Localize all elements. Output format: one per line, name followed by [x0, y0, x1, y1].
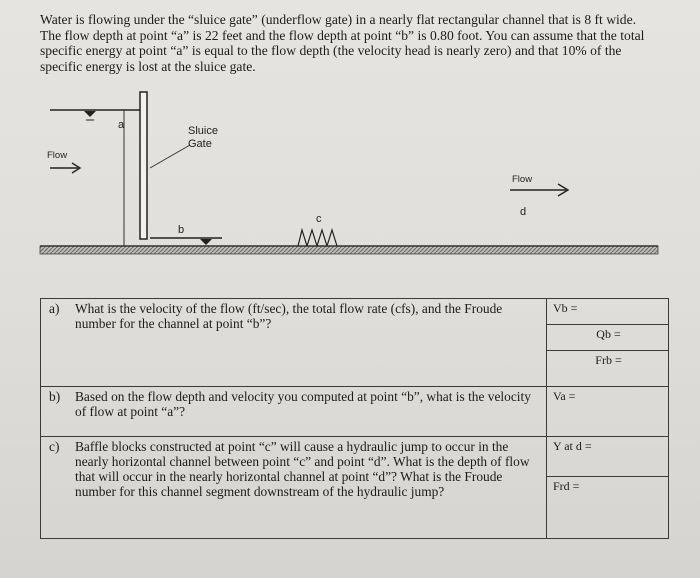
question-b-label: b) [49, 389, 61, 404]
answer-frb-label: Frb = [595, 353, 622, 367]
point-d-label: d [520, 206, 527, 218]
baffle-blocks [298, 230, 337, 246]
answer-vb-field[interactable] [547, 299, 669, 325]
question-c [49, 439, 542, 499]
point-a-label: a [118, 119, 125, 131]
question-a-text: What is the velocity of the flow (ft/sec), the total flow rate (cfs), and the Froude number for the channel at point “b”? [75, 301, 503, 331]
question-c-cell [41, 437, 547, 539]
flow-right-label: Flow [512, 174, 533, 185]
gate-label-line1: Sluice [188, 125, 218, 137]
gate-label-line2: Gate [188, 138, 212, 150]
answer-frd-field[interactable] [547, 477, 669, 539]
answer-frb-field[interactable] [547, 351, 669, 387]
question-b-cell [41, 387, 547, 437]
problem-statement: Water is flowing under the “sluice gate” (underflow gate) in a nearly flat rectangular channel that is 8 ft wide. The flow depth at point “a” is 22 feet and the flow depth at point “b” is 0.80 foot. You can assume that the total specific energy at point “a” is equal to the flow depth (the velocity head is nearly zero) and that 10% of the specific energy is lost at the sluice gate. [40, 12, 645, 74]
flow-left-label: Flow [47, 150, 68, 161]
sluice-gate [140, 92, 147, 239]
water-surface-marker-b-icon [200, 239, 212, 245]
answer-vb-label: Vb = [553, 301, 578, 315]
answer-yd-field[interactable] [547, 437, 669, 477]
channel-bed [40, 246, 658, 254]
answer-qb-field[interactable] [547, 325, 669, 351]
questions-table [40, 298, 669, 539]
answer-va-field[interactable] [547, 387, 669, 437]
question-c-label: c) [49, 439, 60, 454]
answer-frd-label: Frd = [553, 479, 580, 493]
question-a [49, 301, 542, 331]
gate-leader-line [150, 145, 190, 168]
answer-yd-label: Y at d = [553, 439, 592, 453]
question-b-text: Based on the flow depth and velocity you computed at point “b”, what is the velocity of flow at point “a”? [75, 389, 531, 419]
answer-va-label: Va = [553, 389, 576, 403]
question-c-text: Baffle blocks constructed at point “c” will cause a hydraulic jump to occur in the nearly horizontal channel between point “c” and point “d”. What is the depth of flow that will occur in the nearly horizontal channel at point “d”? What is the Froude number for this channel segment downstream of the hydraulic jump? [75, 439, 530, 499]
sluice-gate-diagram [0, 80, 700, 280]
point-c-label: c [316, 213, 322, 225]
point-b-label: b [178, 224, 185, 236]
water-surface-marker-a-icon [84, 111, 96, 117]
question-b [49, 389, 542, 419]
question-a-label: a) [49, 301, 60, 316]
answer-qb-label: Qb = [596, 327, 621, 341]
question-a-cell [41, 299, 547, 387]
